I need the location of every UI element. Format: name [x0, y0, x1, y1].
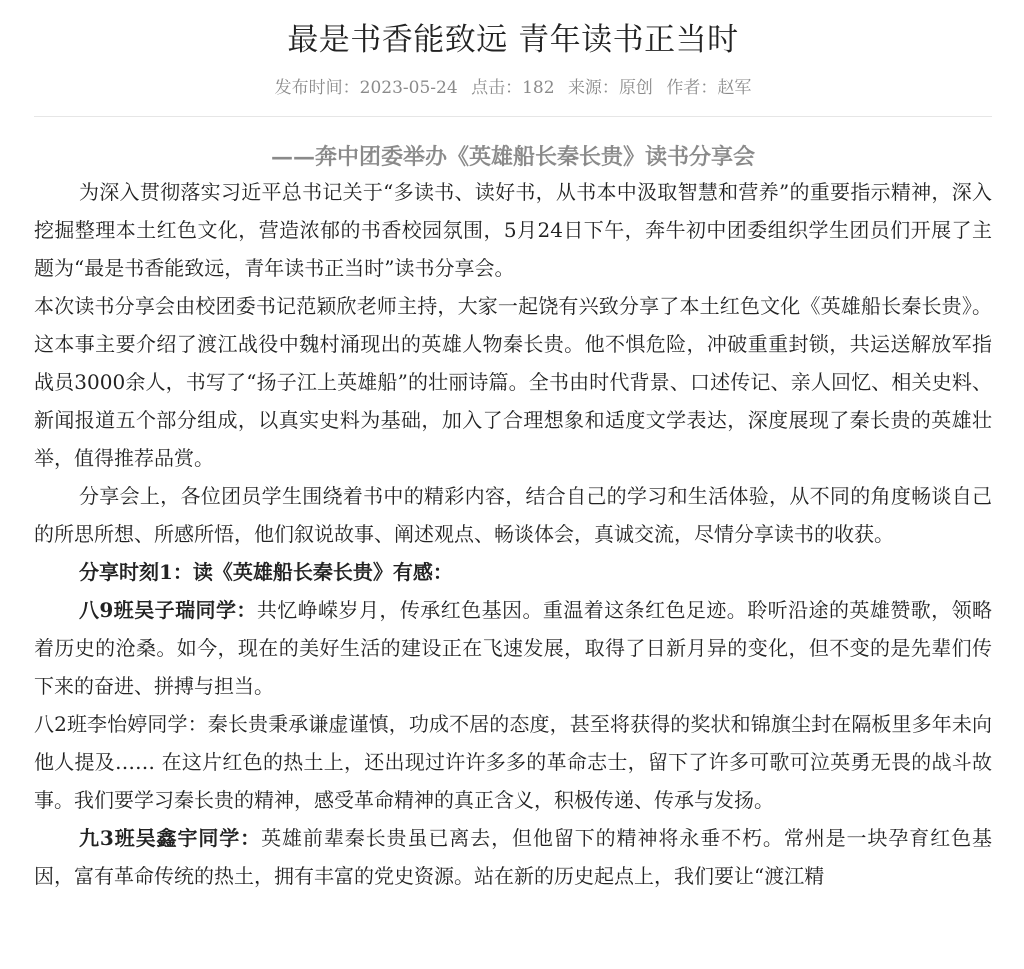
paragraph-book-intro: 本次读书分享会由校团委书记范颖欣老师主持，大家一起饶有兴致分享了本土红色文化《英雄船长秦长贵》。这本事主要介绍了渡江战役中魏村涌现出的英雄人物秦长贵。他不惧危险，冲破重重封锁，共运送解放军指战员3000余人，书写了“扬子江上英雄船”的壮丽诗篇。全书由时代背景、口述传记、亲人回忆、相关史料、新闻报道五个部分组成，以真实史料为基础，加入了合理想象和适度文学表达，深度展现了秦长贵的英雄壮举，值得推荐品赏。 — [34, 294, 992, 470]
paragraph-intro: 为深入贯彻落实习近平总书记关于“多读书、读好书，从书本中汲取智慧和营养”的重要指示精神，深入挖掘整理本土红色文化，营造浓郁的书香校园氛围，5月24日下午，奔牛初中团委组织学生团员们开展了主题为“最是书香能致远，青年读书正当时”读书分享会。 — [34, 180, 992, 280]
author-value: 赵军 — [717, 78, 752, 98]
source-info: 来源：原创 — [567, 78, 653, 98]
click-info: 点击：182 — [471, 78, 555, 98]
meta-divider — [34, 116, 992, 117]
article-title: 最是书香能致远 青年读书正当时 — [287, 22, 739, 58]
student-share-1 — [34, 591, 992, 705]
student-name-3: 九3班吴鑫宇同学： — [79, 826, 262, 850]
student-name-1: 八9班吴子瑞同学： — [79, 598, 257, 622]
publish-date: 2023-05-24 — [359, 78, 458, 98]
paragraph-sharing: 分享会上，各位团员学生围绕着书中的精彩内容，结合自己的学习和生活体验，从不同的角度畅谈自己的所思所想、所感所悟，他们叙说故事、阐述观点、畅谈体会，真诚交流，尽情分享读书的收获。 — [34, 484, 992, 546]
author-info: 作者：赵军 — [666, 78, 752, 98]
student-text-1: 共忆峥嵘岁月，传承红色基因。重温着这条红色足迹。聆听沿途的英雄赞歌，领略着历史的沧桑。如今，现在的美好生活的建设正在飞速发展，取得了日新月异的变化，但不变的是先辈们传下来的奋进、拼搏与担当。 — [34, 598, 993, 698]
publish-info: 发布时间：2023-05-24 — [274, 78, 458, 98]
student-share-3 — [34, 819, 992, 895]
source-value: 原创 — [618, 78, 653, 98]
article-subtitle: ——奔中团委举办《英雄船长秦长贵》读书分享会 — [270, 144, 755, 170]
click-count: 182 — [522, 78, 555, 98]
student-text-3: 英雄前辈秦长贵虽已离去，但他留下的精神将永垂不朽。常州是一块孕育红色基因，富有革命传统的热土，拥有丰富的党史资源。站在新的历史起点上，我们要让“渡江精 — [34, 826, 993, 888]
student-text-2: 秦长贵秉承谦虚谨慎，功成不居的态度，甚至将获得的奖状和锦旗尘封在隔板里多年未向他人提及…… 在这片红色的热土上，还出现过许许多多的革命志士，留下了许多可歌可泣英勇无畏的战斗故事。我们要学习秦长贵的精神，感受革命精神的真正含义，积极传递、传承与发扬。 — [34, 712, 992, 812]
article-meta — [34, 76, 992, 100]
student-name-2: 八2班李怡婷同学： — [34, 712, 208, 736]
student-share-2 — [34, 705, 992, 819]
article-body — [34, 173, 992, 895]
section-heading-1: 分享时刻1：读《英雄船长秦长贵》有感： — [79, 560, 453, 584]
